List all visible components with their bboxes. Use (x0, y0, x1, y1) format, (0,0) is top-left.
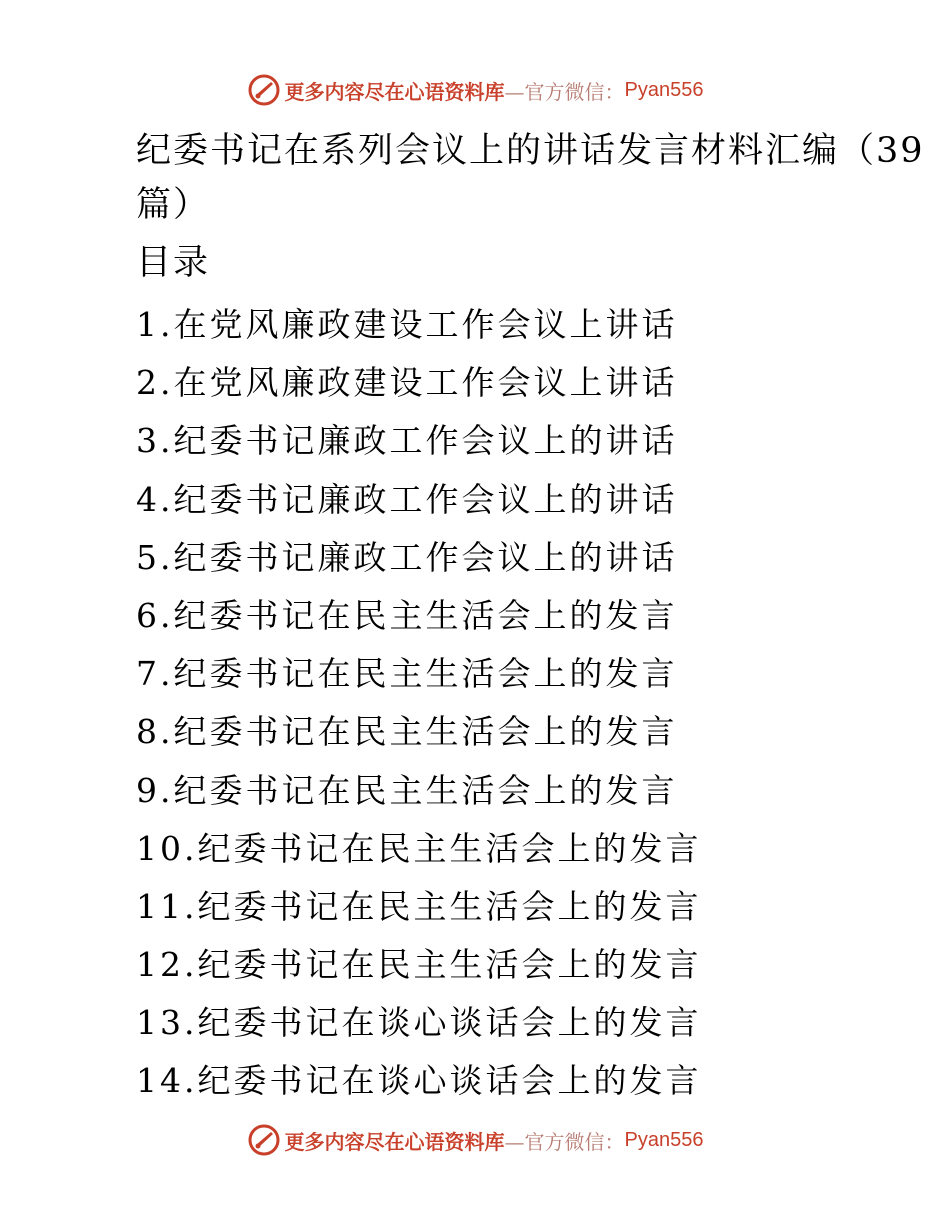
toc-item: 1.在党风廉政建设工作会议上讲话 (136, 305, 678, 344)
toc-item: 8.纪委书记在民主生活会上的发言 (136, 712, 678, 752)
logo-icon (247, 73, 281, 107)
banner-text: 更多内容尽在心语资料库 (284, 79, 505, 104)
banner-wechat-id: Pyan556 (624, 1128, 704, 1151)
toc-item: 9.纪委书记在民主生活会上的发言 (136, 770, 678, 810)
banner-wechat-label: —官方微信： (504, 1129, 625, 1154)
banner-wechat-id: Pyan556 (624, 78, 704, 101)
footer-banner (0, 1120, 950, 1160)
toc-item: 10.纪委书记在民主生活会上的发言 (136, 828, 702, 868)
toc-item: 14.纪委书记在谈心谈话会上的发言 (136, 1061, 702, 1101)
toc-item: 12.纪委书记在民主生活会上的发言 (136, 945, 702, 985)
header-banner (0, 70, 950, 110)
toc-item: 4.纪委书记廉政工作会议上的讲话 (136, 479, 678, 519)
document-title: 纪委书记在系列会议上的讲话发言材料汇编（39 篇） (136, 131, 925, 225)
banner-wechat-label: —官方微信： (504, 79, 625, 104)
toc-item: 5.纪委书记廉政工作会议上的讲话 (136, 537, 678, 577)
toc-item: 7.纪委书记在民主生活会上的发言 (136, 654, 678, 694)
toc-heading: 目录 (136, 243, 211, 283)
logo-icon (247, 1123, 281, 1157)
toc-item: 11.纪委书记在民主生活会上的发言 (136, 886, 702, 926)
toc-item: 6.纪委书记在民主生活会上的发言 (136, 595, 678, 635)
toc-item: 3.纪委书记廉政工作会议上的讲话 (136, 421, 678, 461)
toc-list (136, 296, 701, 1111)
toc-item: 13.纪委书记在谈心谈话会上的发言 (136, 1003, 702, 1043)
banner-text: 更多内容尽在心语资料库 (284, 1129, 505, 1154)
toc-item: 2.在党风廉政建设工作会议上讲话 (136, 363, 678, 403)
